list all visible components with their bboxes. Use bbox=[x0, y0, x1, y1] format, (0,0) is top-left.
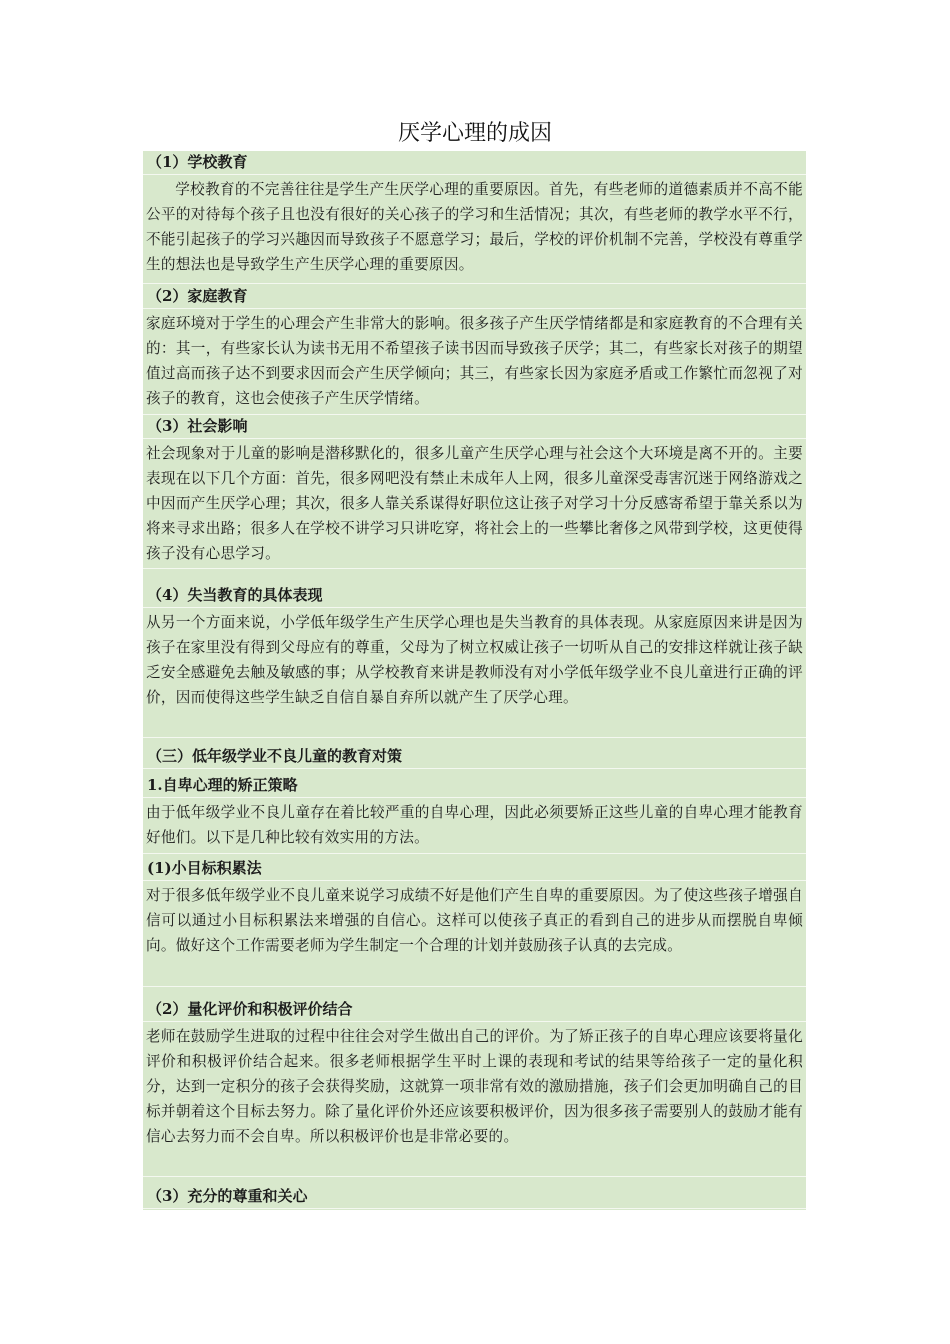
page-title: 厌学心理的成因 bbox=[397, 121, 552, 146]
section-small-goals bbox=[143, 857, 806, 987]
section-school-education bbox=[143, 151, 806, 284]
section-quantified-evaluation bbox=[143, 998, 806, 1177]
section-paragraph: 对于很多低年级学业不良儿童来说学习成绩不好是他们产生自卑的重要原因。为了使这些孩子增强自信可以通过小目标积累法来增强的自信心。这样可以使孩子真正的看到自己的进步从而摆脱自卑倾向。做好这个工作需要老师为学生制定一个合理的计划并鼓励孩子认真的去完成。 bbox=[143, 881, 806, 987]
section-paragraph: 从另一个方面来说，小学低年级学生产生厌学心理也是失当教育的具体表现。从家庭原因来讲是因为孩子在家里没有得到父母应有的尊重，父母为了树立权威让孩子一切听从自己的安排这样就让孩子缺乏安全感避免去触及敏感的事；从学校教育来讲是教师没有对小学低年级学业不良儿童进行正确的评价，因而使得这些学生缺乏自信自暴自弃所以就产生了厌学心理。 bbox=[143, 608, 806, 738]
section-heading: （3）社会影响 bbox=[143, 415, 806, 439]
section-paragraph: 社会现象对于儿童的影响是潜移默化的，很多儿童产生厌学心理与社会这个大环境是离不开的。主要表现在以下几个方面：首先，很多网吧没有禁止未成年人上网，很多儿童深受毒害沉迷于网络游戏之中因而产生厌学心理；其次，很多人靠关系谋得好职位这让孩子对学习十分反感寄希望于靠关系以为将来寻求出路；很多人在学校不讲学习只讲吃穿，将社会上的一些攀比奢侈之风带到学校，这更使得孩子没有心思学习。 bbox=[143, 439, 806, 569]
section-improper-education bbox=[143, 584, 806, 738]
section-family-education bbox=[143, 285, 806, 415]
section-inferiority-correction bbox=[143, 774, 806, 854]
section-heading: （2）量化评价和积极评价结合 bbox=[143, 998, 806, 1022]
section-social-influence bbox=[143, 415, 806, 569]
document-body bbox=[143, 151, 806, 1210]
section-paragraph: 家庭环境对于学生的心理会产生非常大的影响。很多孩子产生厌学情绪都是和家庭教育的不合理有关的：其一，有些家长认为读书无用不希望孩子读书因而导致孩子厌学；其二，有些家长对孩子的期望值过高而孩子达不到要求因而会产生厌学倾向；其三，有些家长因为家庭矛盾或工作繁忙而忽视了对孩子的教育，这也会使孩子产生厌学情绪。 bbox=[143, 309, 806, 415]
section-paragraph: 学校教育的不完善往往是学生产生厌学心理的重要原因。首先，有些老师的道德素质并不高不能公平的对待每个孩子且也没有很好的关心孩子的学习和生活情况；其次，有些老师的教学水平不行，不能引起孩子的学习兴趣因而导致孩子不愿意学习；最后，学校的评价机制不完善，学校没有尊重学生的想法也是导致学生产生厌学心理的重要原因。 bbox=[143, 175, 806, 284]
section-heading: （1）学校教育 bbox=[143, 151, 806, 175]
section-respect-and-care bbox=[143, 1185, 806, 1209]
section-paragraph: 由于低年级学业不良儿童存在着比较严重的自卑心理，因此必须要矫正这些儿童的自卑心理才能教育好他们。以下是几种比较有效实用的方法。 bbox=[143, 798, 806, 854]
section-heading: （三）低年级学业不良儿童的教育对策 bbox=[143, 745, 806, 769]
section-heading: （2）家庭教育 bbox=[143, 285, 806, 309]
section-heading: （4）失当教育的具体表现 bbox=[143, 584, 806, 608]
section-heading: (1)小目标积累法 bbox=[143, 857, 806, 881]
section-heading: 1.自卑心理的矫正策略 bbox=[143, 774, 806, 798]
section-heading: （3）充分的尊重和关心 bbox=[143, 1185, 806, 1209]
section-paragraph: 老师在鼓励学生进取的过程中往往会对学生做出自己的评价。为了矫正孩子的自卑心理应该要将量化评价和积极评价结合起来。很多老师根据学生平时上课的表现和考试的结果等给孩子一定的量化积分，达到一定积分的孩子会获得奖励，这就算一项非常有效的激励措施，孩子们会更加明确自己的目标并朝着这个目标去努力。除了量化评价外还应该要积极评价，因为很多孩子需要别人的鼓励才能有信心去努力而不会自卑。所以积极评价也是非常必要的。 bbox=[143, 1022, 806, 1177]
section-countermeasures bbox=[143, 745, 806, 769]
